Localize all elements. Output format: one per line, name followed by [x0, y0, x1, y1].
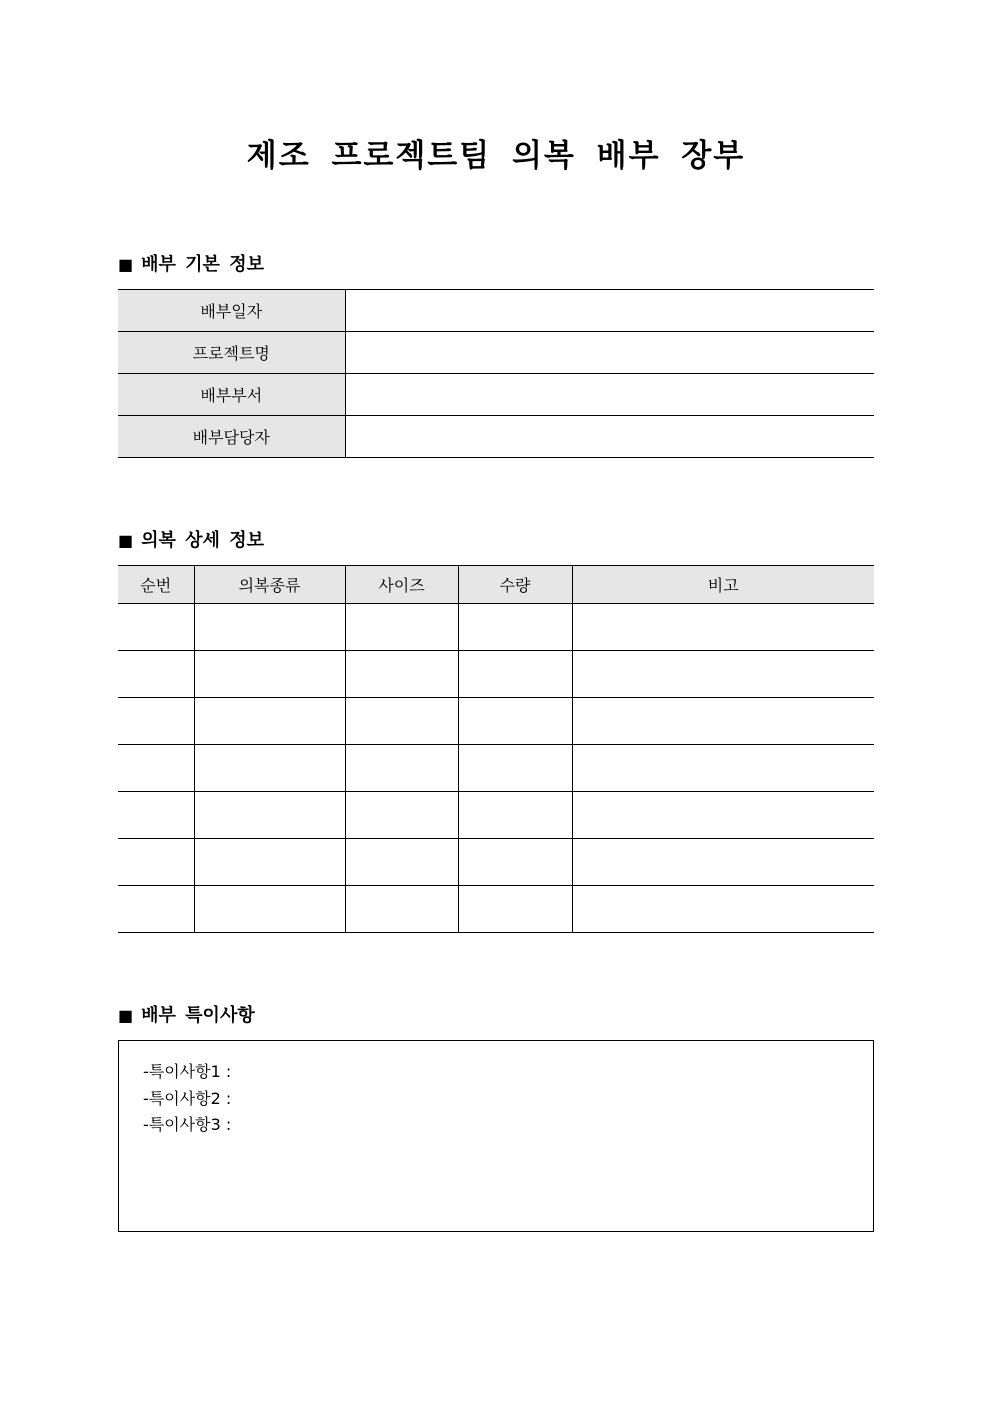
- column-header-clothing-type: 의복종류: [194, 566, 345, 604]
- section-heading-clothing-detail: [118, 528, 264, 554]
- table-cell[interactable]: [118, 651, 194, 698]
- square-bullet-icon: ■: [118, 1006, 134, 1025]
- table-row: [118, 332, 874, 374]
- table-cell[interactable]: [458, 604, 572, 651]
- field-value-manager[interactable]: [345, 416, 874, 458]
- field-value-distribution-date[interactable]: [345, 290, 874, 332]
- table-cell[interactable]: [345, 604, 458, 651]
- special-note-line-2: -특이사항2 :: [143, 1088, 232, 1108]
- table-cell[interactable]: [458, 886, 572, 933]
- table-row: [118, 290, 874, 332]
- column-header-quantity: 수량: [458, 566, 572, 604]
- table-header-row: [118, 566, 874, 604]
- table-cell[interactable]: [194, 839, 345, 886]
- clothing-detail-table: [118, 565, 874, 933]
- column-header-size: 사이즈: [345, 566, 458, 604]
- section-heading-label: 배부 기본 정보: [141, 254, 264, 275]
- field-label-distribution-date: 배부일자: [118, 290, 345, 332]
- table-cell[interactable]: [345, 839, 458, 886]
- table-cell[interactable]: [572, 792, 874, 839]
- table-cell[interactable]: [345, 886, 458, 933]
- table-cell[interactable]: [345, 792, 458, 839]
- table-cell[interactable]: [118, 604, 194, 651]
- table-cell[interactable]: [345, 651, 458, 698]
- table-row: [118, 886, 874, 933]
- field-value-department[interactable]: [345, 374, 874, 416]
- table-cell[interactable]: [572, 886, 874, 933]
- table-row: [118, 698, 874, 745]
- table-cell[interactable]: [194, 698, 345, 745]
- table-row: [118, 374, 874, 416]
- table-cell[interactable]: [458, 792, 572, 839]
- table-cell[interactable]: [458, 651, 572, 698]
- table-cell[interactable]: [458, 698, 572, 745]
- section-heading-label: 의복 상세 정보: [141, 530, 264, 551]
- page-title: 제조 프로젝트팀 의복 배부 장부: [246, 138, 746, 174]
- field-label-project-name: 프로젝트명: [118, 332, 345, 374]
- table-cell[interactable]: [572, 651, 874, 698]
- field-label-manager: 배부담당자: [118, 416, 345, 458]
- column-header-remarks: 비고: [572, 566, 874, 604]
- special-note-line-3: -특이사항3 :: [143, 1115, 232, 1134]
- section-heading-label: 배부 특이사항: [141, 1005, 255, 1026]
- section-heading-basic-info: [118, 252, 264, 278]
- table-row: [118, 651, 874, 698]
- field-label-department: 배부부서: [118, 374, 345, 416]
- table-cell[interactable]: [458, 839, 572, 886]
- table-cell[interactable]: [572, 604, 874, 651]
- square-bullet-icon: ■: [118, 255, 134, 274]
- table-cell[interactable]: [458, 745, 572, 792]
- table-row: [118, 745, 874, 792]
- table-cell[interactable]: [194, 604, 345, 651]
- table-cell[interactable]: [118, 745, 194, 792]
- table-row: [118, 416, 874, 458]
- special-notes-box[interactable]: [118, 1040, 874, 1232]
- table-cell[interactable]: [194, 745, 345, 792]
- square-bullet-icon: ■: [118, 531, 134, 550]
- special-note-line-1: -특이사항1 :: [143, 1062, 232, 1081]
- table-cell[interactable]: [118, 698, 194, 745]
- column-header-number: 순번: [118, 566, 194, 604]
- table-cell[interactable]: [572, 745, 874, 792]
- table-row: [118, 839, 874, 886]
- table-cell[interactable]: [345, 745, 458, 792]
- table-row: [118, 604, 874, 651]
- table-cell[interactable]: [118, 792, 194, 839]
- table-cell[interactable]: [118, 886, 194, 933]
- table-cell[interactable]: [572, 698, 874, 745]
- table-cell[interactable]: [345, 698, 458, 745]
- field-value-project-name[interactable]: [345, 332, 874, 374]
- table-cell[interactable]: [194, 651, 345, 698]
- table-cell[interactable]: [194, 792, 345, 839]
- table-cell[interactable]: [118, 839, 194, 886]
- table-cell[interactable]: [572, 839, 874, 886]
- section-heading-special-notes: [118, 1003, 255, 1029]
- basic-info-table: [118, 289, 874, 458]
- table-row: [118, 792, 874, 839]
- table-cell[interactable]: [194, 886, 345, 933]
